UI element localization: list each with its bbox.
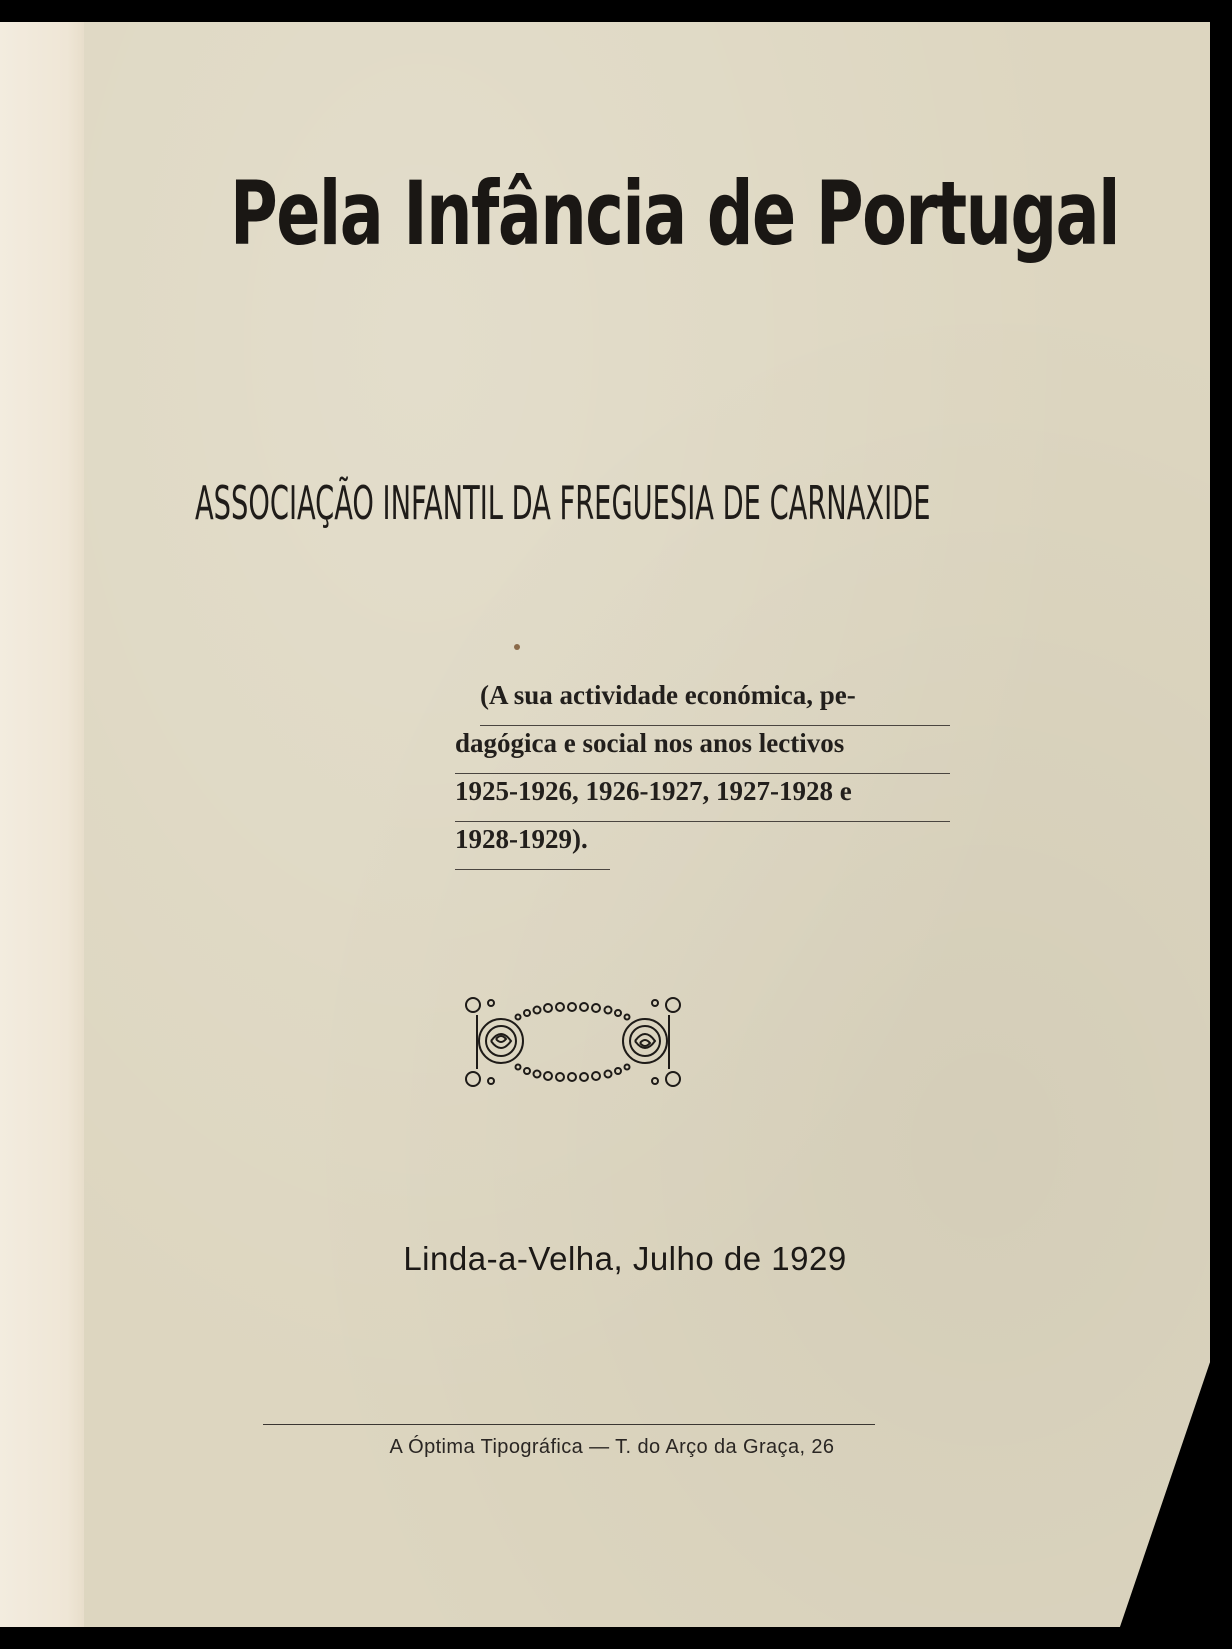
- description-line: 1928-1929).: [455, 822, 610, 870]
- description-line: (A sua actividade económica, pe-: [480, 678, 950, 726]
- paper-speck: [514, 644, 520, 650]
- rose-garland-ornament-icon: [463, 995, 683, 1090]
- flyleaf: [0, 22, 96, 1627]
- place-and-date: Linda-a-Velha, Julho de 1929: [403, 1240, 847, 1277]
- document-title: Pela Infância de Portugal: [230, 162, 1119, 265]
- description-line: 1925-1926, 1926-1927, 1927-1928 e: [455, 774, 950, 822]
- description-line: dagógica e social nos anos lectivos: [455, 726, 950, 774]
- document-subtitle: ASSOCIAÇÃO INFANTIL DA FREGUESIA DE CARNAXIDE: [195, 476, 931, 530]
- printer-imprint: A Óptima Tipográfica — T. do Arço da Graça, 26: [389, 1436, 835, 1458]
- imprint-divider: [263, 1424, 875, 1425]
